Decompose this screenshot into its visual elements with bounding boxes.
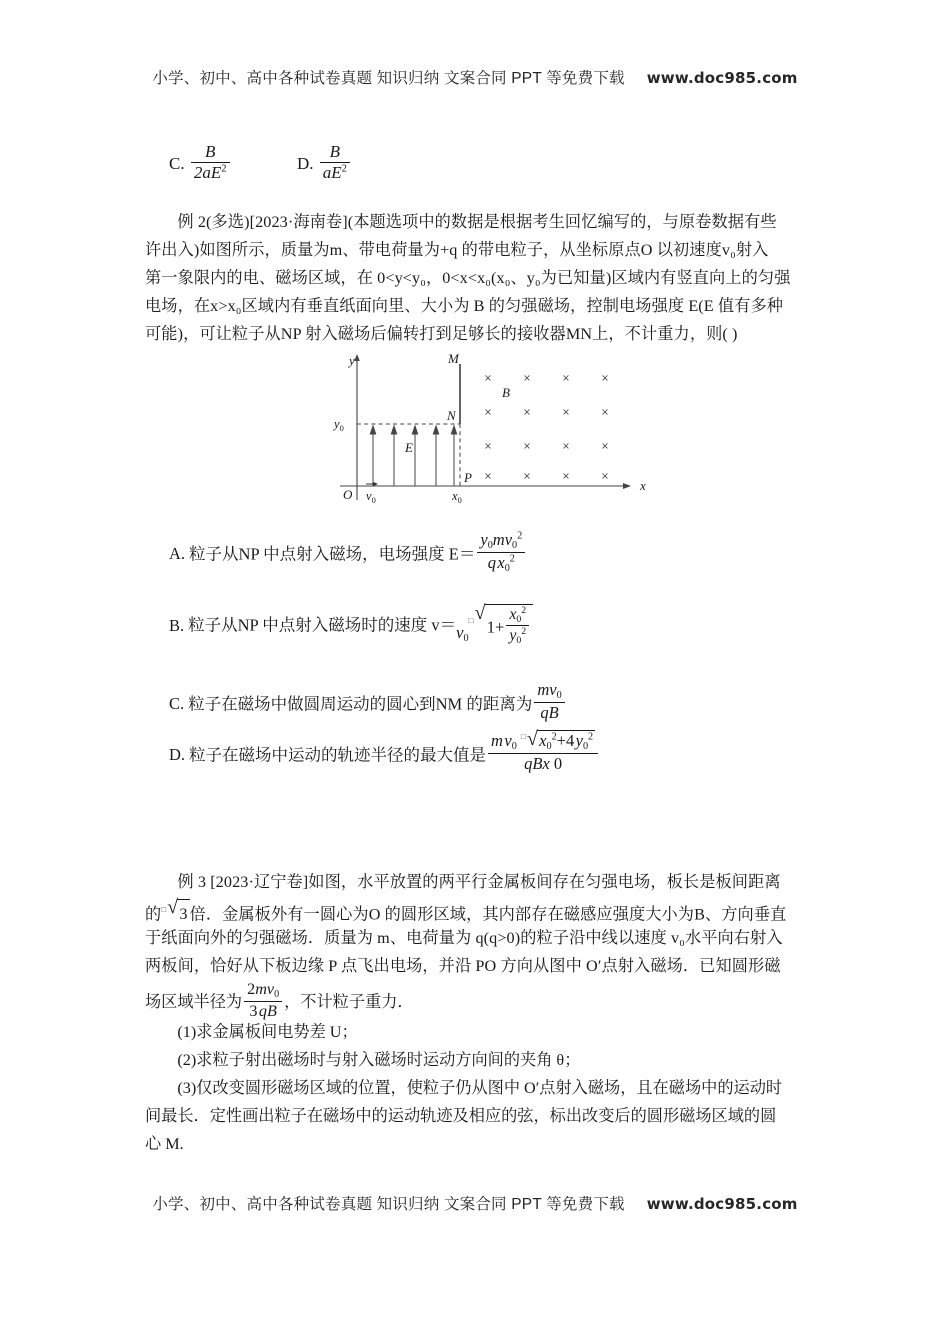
option-b-text: 粒子从NP 中点射入磁场时的速度 v＝	[188, 615, 457, 635]
option-c2-label: C.	[169, 694, 185, 714]
example2-option-b[interactable]	[169, 604, 533, 647]
figure-label-N: N	[447, 408, 456, 423]
svg-text:×: ×	[601, 471, 609, 482]
svg-text:×: ×	[562, 407, 570, 418]
example2-heading: 例 2	[177, 213, 207, 231]
footer-watermark-text: 小学、初中、高中各种试卷真题 知识归纳 文案合同 PPT 等免费下载	[152, 1196, 625, 1213]
option-d-numerator: B	[329, 142, 341, 161]
footer-watermark-url: www.doc985.com	[646, 1195, 798, 1213]
example2-body-line5: 可能)，可让粒子从NP 射入磁场后偏转打到足够长的接收器MN上，不计重力，则( )	[145, 325, 738, 343]
example3-subquestion-3-cont2	[145, 1130, 817, 1159]
example3-body-line3: 于纸面向外的匀强磁场．质量为 m、电荷量为 q(q>0)的粒子沿中线以速度 v₀水平向右射入	[145, 929, 783, 947]
svg-text:×: ×	[601, 441, 609, 452]
option-c-label: C.	[169, 154, 185, 174]
figure-label-P: P	[464, 470, 472, 485]
header-watermark-url: www.doc985.com	[646, 69, 798, 87]
figure-label-y0: $y_0$	[334, 417, 344, 433]
example2-source: [2023·海南卷]	[249, 213, 348, 231]
svg-text:×: ×	[523, 407, 531, 418]
example2-stem-line2	[145, 236, 817, 265]
example2-body-line3: 第一象限内的电、磁场区域，在 0<y<y₀，0<x<x₀(x₀、y₀为已知量)区域内有竖直向上的匀强	[145, 269, 791, 287]
option-a-label: A.	[169, 544, 186, 564]
option-c2-text: 粒子在磁场中做圆周运动的圆心到NM 的距离为	[188, 694, 533, 714]
svg-text:×: ×	[484, 373, 492, 384]
option-d2-fraction: $\frac{m v_0 □ √ x_0^2+4 y_0^2}{\text{qBx 0}}$	[488, 730, 598, 773]
subquestion-3-text: (3)仅改变圆形磁场区域的位置，使粒子仍从图中 O′点射入磁场，且在磁场中的运动时	[177, 1079, 783, 1097]
example3-stem-line3	[145, 924, 817, 953]
example3-source: [2023·辽宁卷]	[210, 873, 309, 891]
example2-stem-line4	[145, 292, 817, 321]
figure-label-E: E	[405, 440, 413, 455]
example3-subquestion-3	[145, 1074, 817, 1103]
svg-text:×: ×	[484, 471, 492, 482]
example3-body-line2a: 的	[145, 905, 162, 924]
figure-label-x0: $x_0$	[452, 489, 462, 505]
example2-stem-line3	[145, 264, 817, 293]
header-watermark-text: 小学、初中、高中各种试卷真题 知识归纳 文案合同 PPT 等免费下载	[152, 70, 625, 87]
subquestion-2-text: (2)求粒子射出磁场时与射入磁场时运动方向间的夹角 θ；	[177, 1051, 581, 1069]
option-d-previous	[297, 142, 352, 183]
svg-text:×: ×	[562, 471, 570, 482]
svg-text:×: ×	[601, 407, 609, 418]
subquestion-3-text-line2: 间最长．定性画出粒子在磁场中的运动轨迹及相应的弦，标出改变后的圆形磁场区域的圆	[145, 1107, 777, 1125]
figure-label-y: y	[349, 353, 355, 368]
option-d2-label: D.	[169, 745, 186, 765]
example3-body-line4: 两板间，恰好从下板边缘 P 点飞出电场，并沿 PO 方向从图中 O′点射入磁场．已知圆形磁	[145, 957, 781, 975]
figure-label-x: x	[640, 478, 646, 493]
svg-text:×: ×	[601, 373, 609, 384]
example3-stem-line2: 的□ √ 3 倍．金属板外有一圆心为O 的圆形区域，其内部存在磁感应强度大小为B、方向垂直	[145, 896, 817, 929]
subquestion-1-text: (1)求金属板间电势差 U；	[177, 1023, 358, 1041]
option-d-den-exponent: 2	[341, 163, 347, 175]
option-a-text: 粒子从NP 中点射入磁场，电场强度 E＝	[189, 544, 476, 564]
example2-body-line2: 许出入)如图所示，质量为m、带电荷量为+q 的带电粒子，从坐标原点O 以初速度v₀射入	[145, 241, 769, 259]
example2-option-d[interactable]	[169, 730, 600, 773]
option-b-expression: $v_0□$ √ 1+ $\frac{x_0^2}{y_0^2}$	[456, 616, 533, 635]
figure-label-origin: O	[343, 487, 353, 502]
svg-text:×: ×	[523, 471, 531, 482]
example2-multi-tag: (多选)	[206, 213, 250, 231]
subquestion-3-text-line3: 心 M.	[145, 1135, 184, 1153]
example3-body-line5b: ，不计粒子重力．	[284, 993, 414, 1012]
footer-watermark	[0, 1192, 950, 1214]
example3-subquestion-2	[145, 1046, 817, 1075]
svg-text:×: ×	[484, 441, 492, 452]
option-c-denominator: 2aE	[193, 163, 222, 183]
svg-text:×: ×	[523, 441, 531, 452]
example3-body-line1: 如图，水平放置的两平行金属板间存在匀强电场，板长是板间距离	[308, 873, 781, 891]
y-axis-arrow	[354, 354, 360, 361]
example3-subquestion-3-cont	[145, 1102, 817, 1131]
example3-stem-line5	[145, 980, 817, 1021]
figure-label-v0: $v_0$	[366, 489, 376, 505]
example2-body-line4: 电场，在x>x₀区域内有垂直纸面向里、大小为 B 的匀强磁场，控制电场强度 E(E 值有多种	[145, 297, 784, 315]
figure-label-M: M	[448, 352, 459, 366]
example3-stem-line4	[145, 952, 817, 981]
option-c2-fraction: $\frac{mv_0}{qB}$	[534, 680, 564, 722]
option-a-fraction: $\frac{y_0mv_0^2}{q x_0^2}$	[477, 530, 525, 575]
option-d2-text: 粒子在磁场中运动的轨迹半径的最大值是	[189, 745, 487, 765]
option-c-den-exponent: 2	[221, 163, 227, 175]
svg-text:×: ×	[562, 441, 570, 452]
example2-body-line1: (本题选项中的数据是根据考生回忆编写的，与原卷数据有些	[347, 213, 777, 231]
sqrt-three-radicand: 3	[177, 899, 189, 929]
example3-stem	[145, 868, 817, 897]
example3-body-line2b: 倍．金属板外有一圆心为O 的圆形区域，其内部存在磁感应强度大小为B、方向垂直	[189, 905, 787, 924]
example2-option-c[interactable]	[169, 680, 567, 722]
example2-option-a[interactable]	[169, 530, 527, 575]
example3-subquestion-1	[145, 1018, 817, 1047]
example3-heading: 例 3	[177, 873, 207, 891]
option-b-label: B.	[169, 615, 185, 635]
option-d-label: D.	[297, 154, 314, 174]
header-watermark	[0, 66, 950, 88]
option-d-denominator: aE	[322, 163, 342, 183]
figure-label-B: B	[502, 385, 510, 400]
example2-stem	[145, 208, 817, 237]
option-c-previous	[169, 142, 232, 183]
velocity-v0-arrow	[366, 482, 378, 486]
x-axis-arrow	[623, 483, 631, 489]
svg-text:×: ×	[484, 407, 492, 418]
example2-stem-line5	[145, 320, 817, 349]
example3-radius-fraction: $\frac{2mv_0}{3 qB}$	[244, 980, 282, 1021]
field-E-arrows	[370, 426, 456, 486]
example3-body-line5a: 场区域半径为	[145, 993, 243, 1012]
svg-text:×: ×	[523, 373, 531, 384]
example2-figure	[330, 352, 650, 514]
svg-text:×: ×	[562, 373, 570, 384]
option-c-numerator: B	[204, 142, 216, 161]
